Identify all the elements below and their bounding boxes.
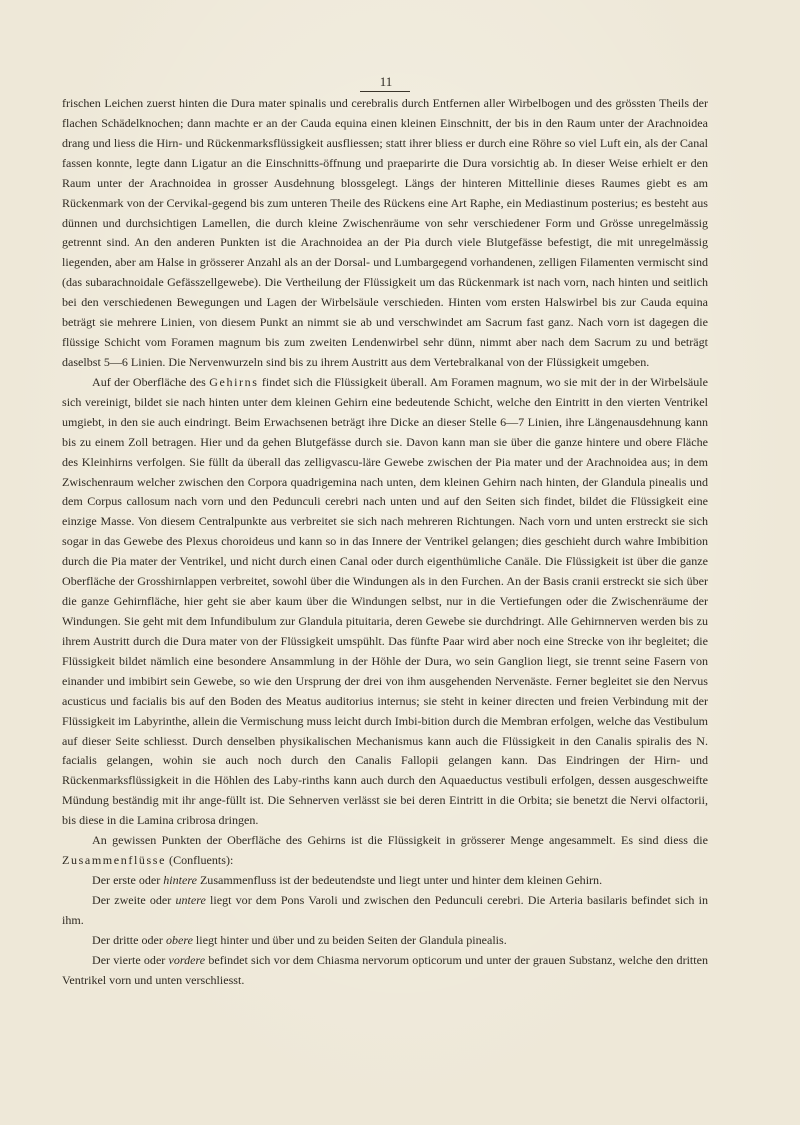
paragraph-1: frischen Leichen zuerst hinten die Dura mater spinalis und cerebralis durch Entfernen aller Wirbelbogen und des grössten Theils der flachen Schädelknochen; dann machte er an der Cauda equina einen kleinen Einschnitt, der bis in den Raum unter der Arachnoidea drang und liess die Hirn- und Rückenmarksflüssigkeit ausfliessen; statt ihrer bliess er durch eine Röhre so viel Luft ein, als der Canal fassen konnte, legte dann Ligatur an die Einschnitts-öffnung und praeparirte die Dura vorsichtig ab. In dieser Weise erhielt er den Raum unter der Arachnoidea in grosser Ausdehnung blossgelegt. Längs der hinteren Mittellinie dieses Raumes giebt es am Rückenmark von der Cervikal-gegend bis zum unteren Theile des Rückens eine Art Raphe, ein Mediastinum posterius; es besteht aus dünnen und durchsichtigen Lamellen, die durch kleine Zwischenräume von sehr verschiedener Form und Grösse unregelmässig getrennt sind. An den anderen Punkten ist die Arachnoidea an der Pia durch viele Blutgefässe befestigt, die mit unregelmässig liegenden, aber am Halse in grösserer Anzahl als an der Dorsal- und Lumbargegend vorhandenen, zelligen Filamenten vermischt sind (das subarachnoidale Gefässzellgewebe). Die Vertheilung der Flüssigkeit um das Rückenmark ist nach vorn, nach hinten und seitlich bei den verschiedenen Bewegungen und Lagen der Wirbelsäule verschieden. Hinten vom ersten Halswirbel bis zur Cauda equina beträgt sie mehrere Linien, von diesem Punkt an nimmt sie ab und verschwindet am Sacrum fast ganz. Nach vorn ist dagegen die flüssige Schicht vom Foramen magnum bis zum zweiten Lendenwirbel sehr dünn, nimmt aber nach dem Sacrum zu und beträgt daselbst 5—6 Linien. Die Nervenwurzeln sind bis zu ihrem Austritt aus dem Vertebralkanal von der Flüssigkeit umgeben.	[62, 96, 708, 369]
paragraph-2-spaced-term: Gehirns	[209, 374, 259, 389]
confluent-2-lead: Der zweite oder	[92, 892, 176, 907]
body-text	[62, 94, 708, 990]
paragraph-3-spaced-term: Zusammenflüsse	[62, 853, 167, 868]
paragraph-confluent-1	[62, 871, 708, 891]
paragraph-2-lead: Auf der Oberfläche des	[92, 374, 210, 389]
paragraph-2-rest: findet sich die Flüssigkeit überall. Am Foramen magnum, wo sie mit der in der Wirbelsäule sich vereinigt, bildet sie nach hinten unter dem kleinen Gehirn eine bedeutende Schicht, welche den Eintritt in den vierten Ventrikel umgiebt, in den sie auch eindringt. Beim Erwachsenen beträgt ihre Dicke an dieser Stelle 6—7 Linien, ihre Längenausdehnung kann bis zu einem Zoll betragen. Hier und da gehen Blutgefässe durch sie. Davon kann man sie über die ganze hintere und obere Fläche des Kleinhirns verfolgen. Sie füllt da überall das zelligvascu-läre Gewebe zwischen der Pia mater und der Arachnoidea aus; in dem Zwischenraum welcher zwischen den Corpora quadrigemina nach unten, dem kleinen Gehirn nach hinten, der Glandula pinealis und dem Corpus callosum nach vorn und den Pedunculi cerebri nach unten und auf den Seiten sich findet, bildet die Flüssigkeit eine einzige Masse. Von diesem Centralpunkte aus verbreitet sie sich nach mehreren Richtungen. Nach vorn und unten erstreckt sie sich sogar in das Gewebe des Plexus choroideus und kann so in das Innere der Ventrikel gelangen; dies geschieht durch wahre Imbibition durch die Pia mater der Ventrikel, und nicht durch einen Canal oder durch eigenthümliche Canäle. Die Flüssigkeit ist über die ganze Oberfläche der Grosshirnlappen verbreitet, sowohl über die Windungen als in den Furchen. An der Basis cranii erstreckt sie sich über die ganze Gehirnfläche, hier geht sie aber kaum über die Windungen selbst, nur in die Vertiefungen oder die Zwischenräume der Windungen. Sie geht mit dem Infundibulum zur Glandula pituitaria, deren Gewebe sie durchdringt. Alle Gehirnnerven werden bis zu ihrem Austritt durch die Dura mater von der Flüssigkeit umspühlt. Das fünfte Paar wird aber noch eine Strecke von ihr begleitet; die Flüssigkeit bildet nämlich eine besondere Ansammlung in der Höhle der Dura, wo sein Ganglion liegt, sie trennt seine Fasern von einander und imbibirt sein Gewebe, so wie den Ursprung der drei von ihm ausgehenden Nervenäste. Ferner begleitet sie den Nervus acusticus und facialis bis auf den Boden des Meatus auditorius internus; sie steht in keiner directen und freien Verbindung mit der Flüssigkeit im Labyrinthe, allein die Vermischung muss leicht durch Imbi-bition durch die Membran erfolgen, welche das Vestibulum auf dieser Seite schliesst. Durch denselben physikalischen Mechanismus kann auch die Flüssigkeit in den Canalis spiralis des N. facialis gelangen, wohin sie auch noch durch den Canalis Fallopii gelangen kann. Das Eindringen der Hirn- und Rückenmarksflüssigkeit in die Höhlen des Laby-rinths kann auch durch den Aquaeductus vestibuli erfolgen, dessen ausgeschweifte Mündung beständig mit ihr ange-füllt ist. Die Sehnerven verlässt sie bei deren Eintritt in die Orbita; sie benetzt die Nervi olfactorii, bis diese in die Lamina cribrosa dringen.	[62, 374, 708, 828]
confluent-2-rest: liegt vor dem Pons Varoli und zwischen den Pedunculi cerebri. Die Arteria basilaris befindet sich in ihm.	[62, 892, 708, 927]
paragraph-confluent-3	[62, 931, 708, 951]
paragraph-3	[62, 831, 708, 871]
confluent-4-italic-term: vordere	[168, 952, 206, 967]
paragraph-confluent-4	[62, 951, 708, 991]
confluent-4-lead: Der vierte oder	[92, 952, 169, 967]
paragraph-3-lead: An gewissen Punkten der Oberfläche des Gehirns ist die Flüssigkeit in grösserer Menge angesammelt. Es sind diess die	[92, 833, 708, 848]
paragraph-confluent-2	[62, 891, 708, 931]
confluent-3-lead: Der dritte oder	[92, 932, 166, 947]
paragraph-2	[62, 373, 708, 831]
confluent-3-italic-term: obere	[165, 932, 193, 947]
confluent-1-lead: Der erste oder	[92, 872, 164, 887]
page-number-rule	[360, 91, 410, 92]
confluent-3-rest: liegt hinter und über und zu beiden Seiten der Glandula pinealis.	[192, 932, 507, 947]
confluent-1-rest: Zusammenfluss ist der bedeutendste und liegt unter und hinter dem kleinen Gehirn.	[196, 872, 603, 887]
page-number: 11	[379, 74, 393, 89]
confluent-2-italic-term: untere	[175, 892, 206, 907]
confluent-4-rest: befindet sich vor dem Chiasma nervorum opticorum und unter der grauen Substanz, welche den dritten Ventrikel vorn und unten verschliesst.	[62, 952, 708, 987]
confluent-1-italic-term: hintere	[163, 872, 197, 887]
paragraph-3-rest: (Confluents):	[166, 853, 234, 868]
